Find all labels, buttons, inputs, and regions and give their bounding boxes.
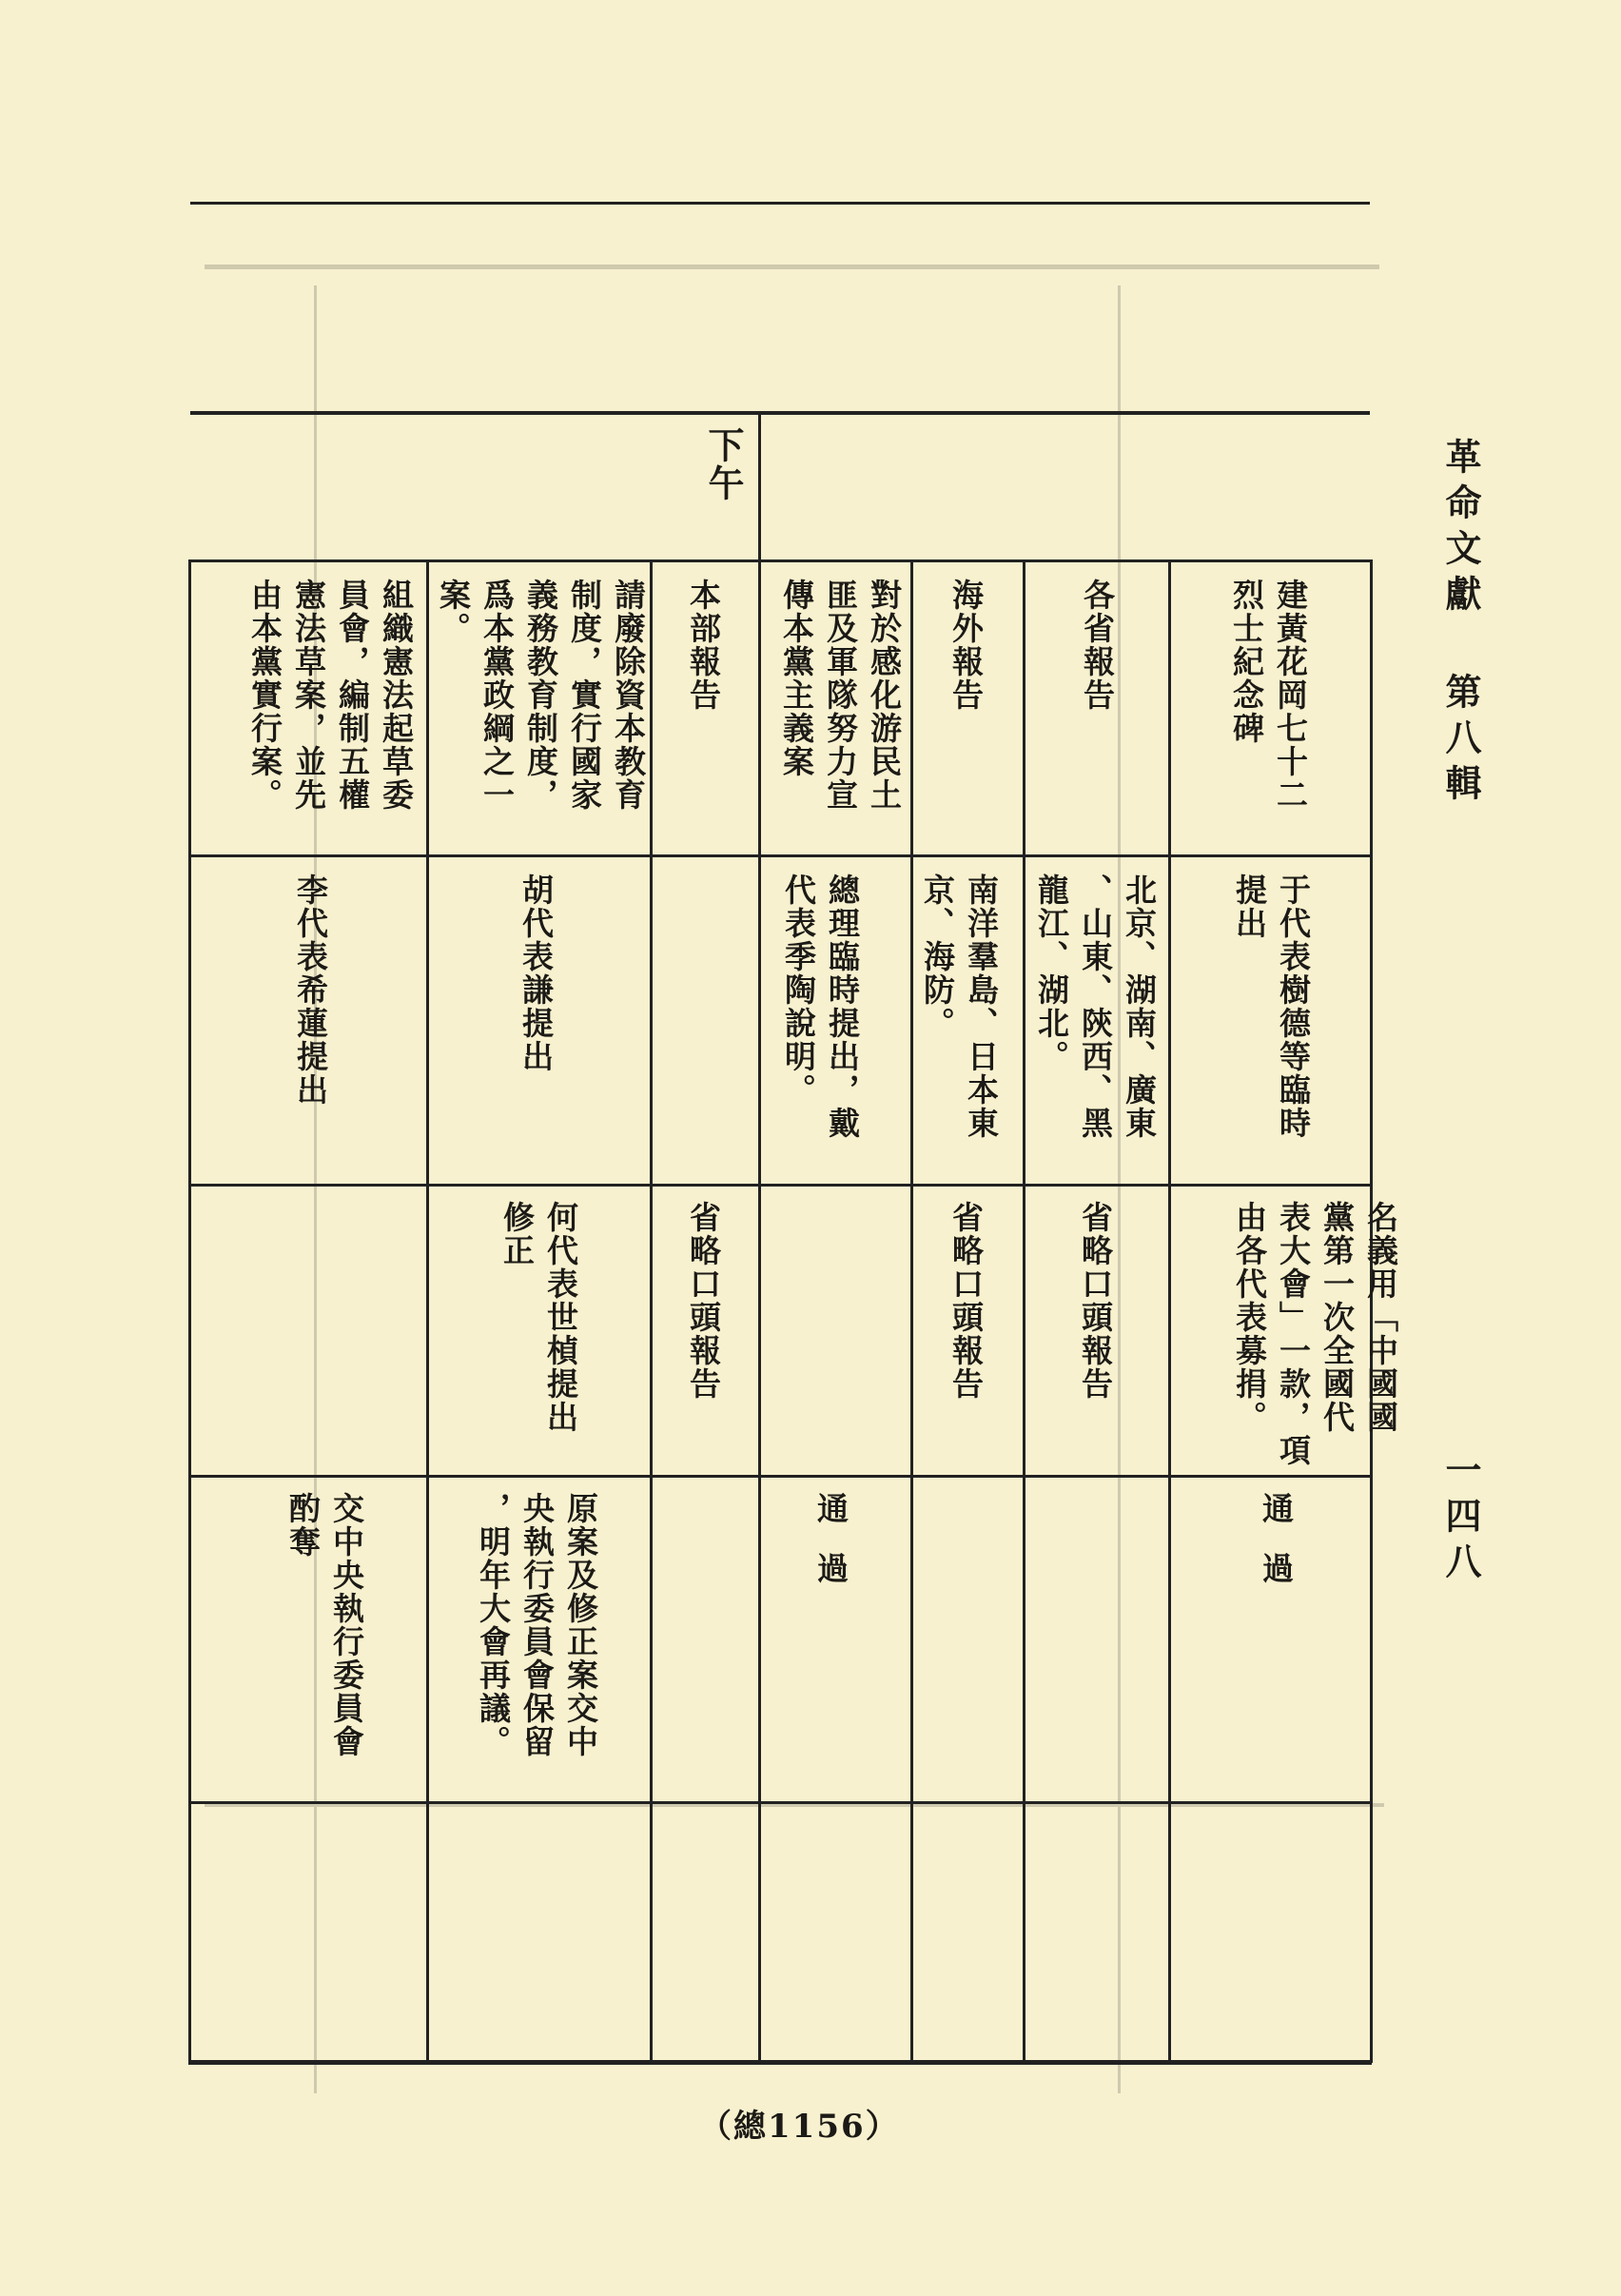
row-separator (188, 1801, 1372, 1804)
item-cell-6-proposer: 胡代表謙提出 (518, 873, 555, 1073)
column-separator (1023, 559, 1025, 2063)
bleed-through-line (205, 265, 1379, 269)
item-cell-1-proposer: 于代表樹德等臨時 提出 (1231, 873, 1312, 1140)
item-cell-6-remarks: 何代表世楨提出 修正 (498, 1201, 579, 1434)
column-separator (650, 559, 653, 2063)
column-separator (1168, 559, 1171, 2063)
item-cell-6-subject: 請廢除資本教育 制度，實行國家 義務教育制度， 爲本黨政綱之一 案。 (435, 579, 647, 812)
column-separator (758, 415, 761, 2063)
top-rule (190, 202, 1370, 205)
item-cell-5-subject: 本部報告 (685, 579, 722, 712)
bleed-through-line (1118, 285, 1121, 2093)
item-cell-5-remarks: 省略口頭報告 (685, 1201, 722, 1401)
column-separator (426, 559, 429, 2063)
item-cell-7-subject: 組織憲法起草委 員會，編制五權 憲法草案，並先 由本黨實行案。 (246, 579, 415, 812)
item-cell-2-subject: 各省報告 (1079, 579, 1116, 712)
item-cell-2-proposer: 北京、湖南、廣東 、山東、陝西、黑 龍江、湖北。 (1033, 873, 1158, 1140)
running-head: 革命文獻 第八輯 (1439, 438, 1482, 810)
table-top-border (188, 559, 1372, 562)
session-label: 下午 (702, 426, 745, 502)
item-cell-6-resolution: 原案及修正案交中 央執行委員會保留 ，明年大會再議。 (475, 1492, 599, 1758)
row-separator (188, 1184, 1372, 1187)
footer-page-total: （總1156） (699, 2108, 900, 2146)
table-left-border (188, 559, 191, 2063)
item-cell-4-proposer: 總理臨時提出，戴 代表季陶說明。 (780, 873, 861, 1140)
bleed-through-line (314, 285, 317, 2093)
row-separator (188, 1475, 1372, 1478)
item-cell-1-subject: 建黃花岡七十二 烈士紀念碑 (1228, 579, 1309, 812)
item-cell-3-remarks: 省略口頭報告 (947, 1201, 985, 1401)
item-cell-7-resolution: 交中央執行委員會 酌奪 (284, 1492, 365, 1758)
item-cell-4-subject: 對於感化游民土 匪及軍隊努力宣 傳本黨主義案 (778, 579, 903, 812)
page-number: 一四八 (1439, 1451, 1482, 1588)
item-cell-7-proposer: 李代表希蓮提出 (292, 873, 329, 1107)
item-cell-1-remarks: 名義用「中國國 黨第一次全國代 表大會」一款，項 由各代表募捐。 (1231, 1201, 1399, 1467)
item-cell-3-proposer: 南洋羣島、日本東 京、海防。 (919, 873, 1000, 1140)
item-cell-3-subject: 海外報告 (947, 579, 985, 712)
column-separator (910, 559, 913, 2063)
item-cell-2-remarks: 省略口頭報告 (1077, 1201, 1114, 1401)
item-cell-4-resolution: 通過 (812, 1492, 850, 1612)
item-cell-1-resolution: 通過 (1258, 1492, 1295, 1612)
table-bottom-border (188, 2060, 1372, 2065)
row-separator (188, 854, 1372, 857)
header-rule (190, 411, 1370, 415)
